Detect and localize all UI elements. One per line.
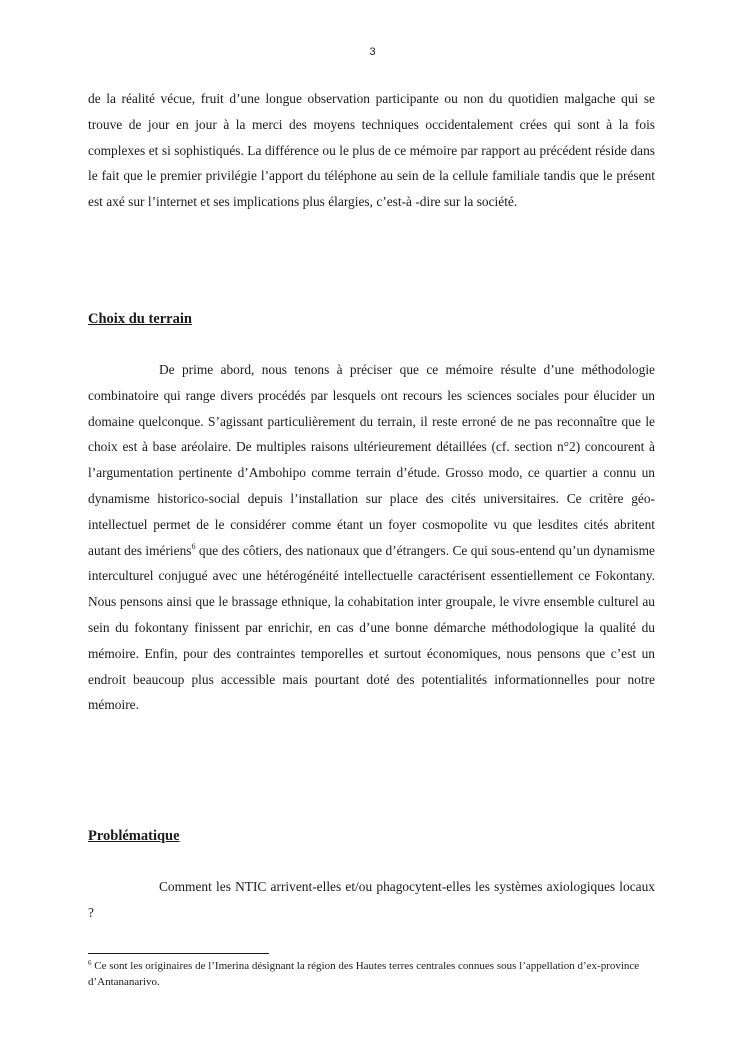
heading-problematique: Problématique bbox=[88, 828, 180, 844]
choix-terrain-paragraph bbox=[88, 357, 655, 718]
footnote-text: Ce sont les originaires de l’Imerina désignant la région des Hautes terres centrales connues sous l’appellation d’ex-province d’Antananarivo. bbox=[88, 960, 640, 988]
intro-section bbox=[88, 86, 655, 215]
footnote-number: 6 bbox=[88, 959, 92, 967]
choix-terrain-text-part1: De prime abord, nous tenons à préciser que ce mémoire résulte d’une méthodologie combinatoire qui range divers procédés par lesquels ont recours les sciences sociales pour élucider un domaine quelconque. S’agissant particulièrement du terrain, il reste erroné de ne pas reconnaître que le choix est à base aréolaire. De multiples raisons ultérieurement détaillées (cf. section n°2) concourent à l’argumentation pertinente d’Ambohipo comme terrain d’étude. Grosso modo, ce quartier a connu un dynamisme historico-social depuis l’installation sur place des cités universitaires. Ce critère géo-intellectuel permet de le considérer comme étant un foyer cosmopolite vu que lesdites cités abritent autant des imériens bbox=[88, 362, 655, 558]
footnote bbox=[88, 958, 655, 990]
choix-terrain-text-part2: que des côtiers, des nationaux que d’étrangers. Ce qui sous-entend qu’un dynamisme interculturel conjugué avec une hétérogénéité intellectuelle caractérisent essentiellement ce Fokontany. Nous pensons ainsi que le brassage ethnique, la cohabitation inter groupale, le vivre ensemble culturel au sein du fokontany finissent par enrichir, en cas d’une bonne démarche méthodologique la qualité du mémoire. Enfin, pour des contraintes temporelles et surtout économiques, nous pensons que c’est un endroit beaucoup plus accessible mais pourtant doté des potentialités informationnelles pour notre mémoire. bbox=[88, 542, 655, 713]
heading-choix-du-terrain: Choix du terrain bbox=[88, 311, 192, 327]
intro-paragraph: de la réalité vécue, fruit d’une longue observation participante ou non du quotidien malgache qui se trouve de jour en jour à la merci des moyens techniques occidentalement crées qui sont à la fois complexes et si sophistiqués. La différence ou le plus de ce mémoire par rapport au précédent réside dans le fait que le premier privilégie l’apport du téléphone au sein de la cellule familiale tandis que le présent est axé sur l’internet et ses implications plus élargies, c’est-à -dire sur la société. bbox=[88, 91, 655, 210]
problematique-paragraph: Comment les NTIC arrivent-elles et/ou phagocytent-elles les systèmes axiologiques locaux ? bbox=[88, 879, 655, 920]
footnote-separator bbox=[88, 953, 269, 954]
footnote-reference: 6 bbox=[191, 541, 196, 551]
problematique-section bbox=[88, 874, 655, 926]
choix-terrain-section bbox=[88, 357, 655, 718]
page-number: 3 bbox=[369, 46, 376, 58]
